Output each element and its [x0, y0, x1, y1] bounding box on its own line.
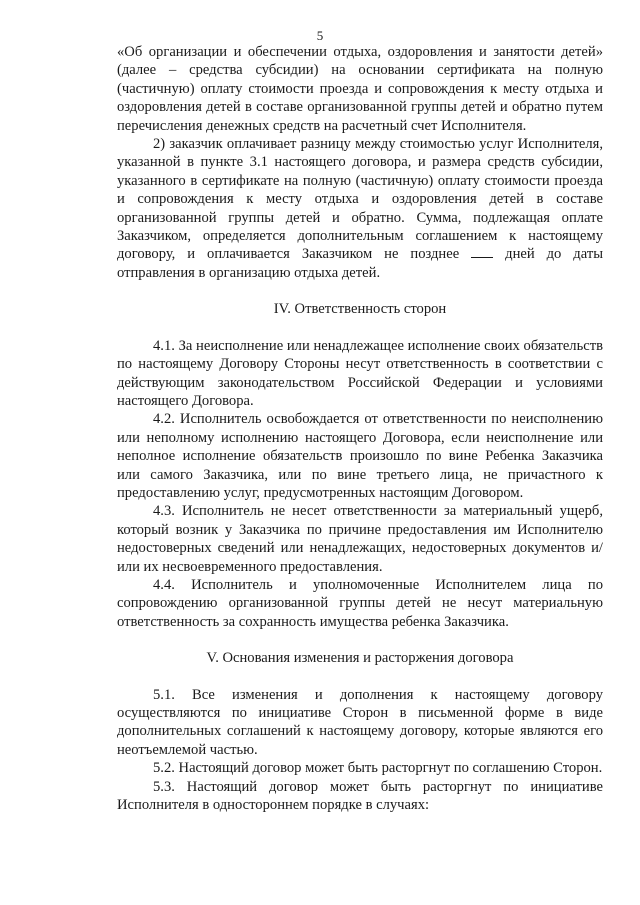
section-4-item-4: 4.4. Исполнитель и уполномоченные Исполнителем лица по сопровождению организованной группы детей не несут материальную ответственность за сохранность имущества ребенка Заказчика. [117, 576, 603, 630]
section-3-continuation-paragraph: «Об организации и обеспечении отдыха, оздоровления и занятости детей» (далее – средства субсидии) на основании сертификата на полную (частичную) оплату стоимости проезда и сопровождения к месту отдыха и оздоровления детей в составе организованной группы детей и обратно путем перечисления денежных средств на расчетный счет Исполнителя. [117, 44, 603, 134]
section-4-item-2: 4.2. Исполнитель освобождается от ответственности по неисполнению или неполному исполнению настоящего Договора, если неисполнение или неполное исполнение обязательств произошло по вине Ребенка Заказчика или самого Заказчика, или по вине третьего лица, не причастного к предоставлению услуг, предусмотренных настоящим Договором. [117, 411, 603, 501]
section-5-heading: V. Основания изменения и расторжения договора [206, 650, 514, 667]
section-3-item-2-text-end: дней до даты отправления в организацию отдыха детей. [117, 246, 604, 281]
section-3-item-2-paragraph [117, 135, 603, 282]
section-4-item-1: 4.1. За неисполнение или ненадлежащее исполнение своих обязательств по настоящему Договору Стороны несут ответственность в соответствии с действующим законодательством Российской Федерации и условиями настоящего Договора. [117, 337, 603, 409]
section-4-heading: IV. Ответственность сторон [273, 301, 447, 318]
document-body [117, 43, 603, 814]
section-5-item-2: 5.2. Настоящий договор может быть расторгнут по соглашению Сторон. [153, 760, 603, 777]
section-4-item-3: 4.3. Исполнитель не несет ответственности за материальный ущерб, который возник у Заказчика по причине предоставления им Исполнителю недостоверных сведений или ненадлежащих, недостоверных документов и/или их несвоевременного предоставления. [117, 503, 603, 575]
page-number: 5 [316, 28, 324, 43]
section-5-item-3: 5.3. Настоящий договор может быть расторгнут по инициативе Исполнителя в одностороннем порядке в случаях: [117, 778, 603, 814]
section-3-item-2-text: 2) заказчик оплачивает разницу между стоимостью услуг Исполнителя, указанной в пункте 3.1 настоящего договора, и размера средств субсидии, указанного в сертификате на полную (частичную) оплату стоимости проезда и сопровождения к месту отдыха и оздоровления детей в составе организованной группы детей и обратно. Сумма, подлежащая оплате Заказчиком, определяется дополнительным соглашением к настоящему договору, и оплачивается Заказчиком не позднее [117, 136, 603, 263]
days-blank-field [471, 245, 493, 258]
section-5-item-1: 5.1. Все изменения и дополнения к настоящему договору осуществляются по инициативе Сторон в письменной форме в виде дополнительных соглашений к настоящему договору, которые являются его неотъемлемой частью. [117, 686, 603, 758]
